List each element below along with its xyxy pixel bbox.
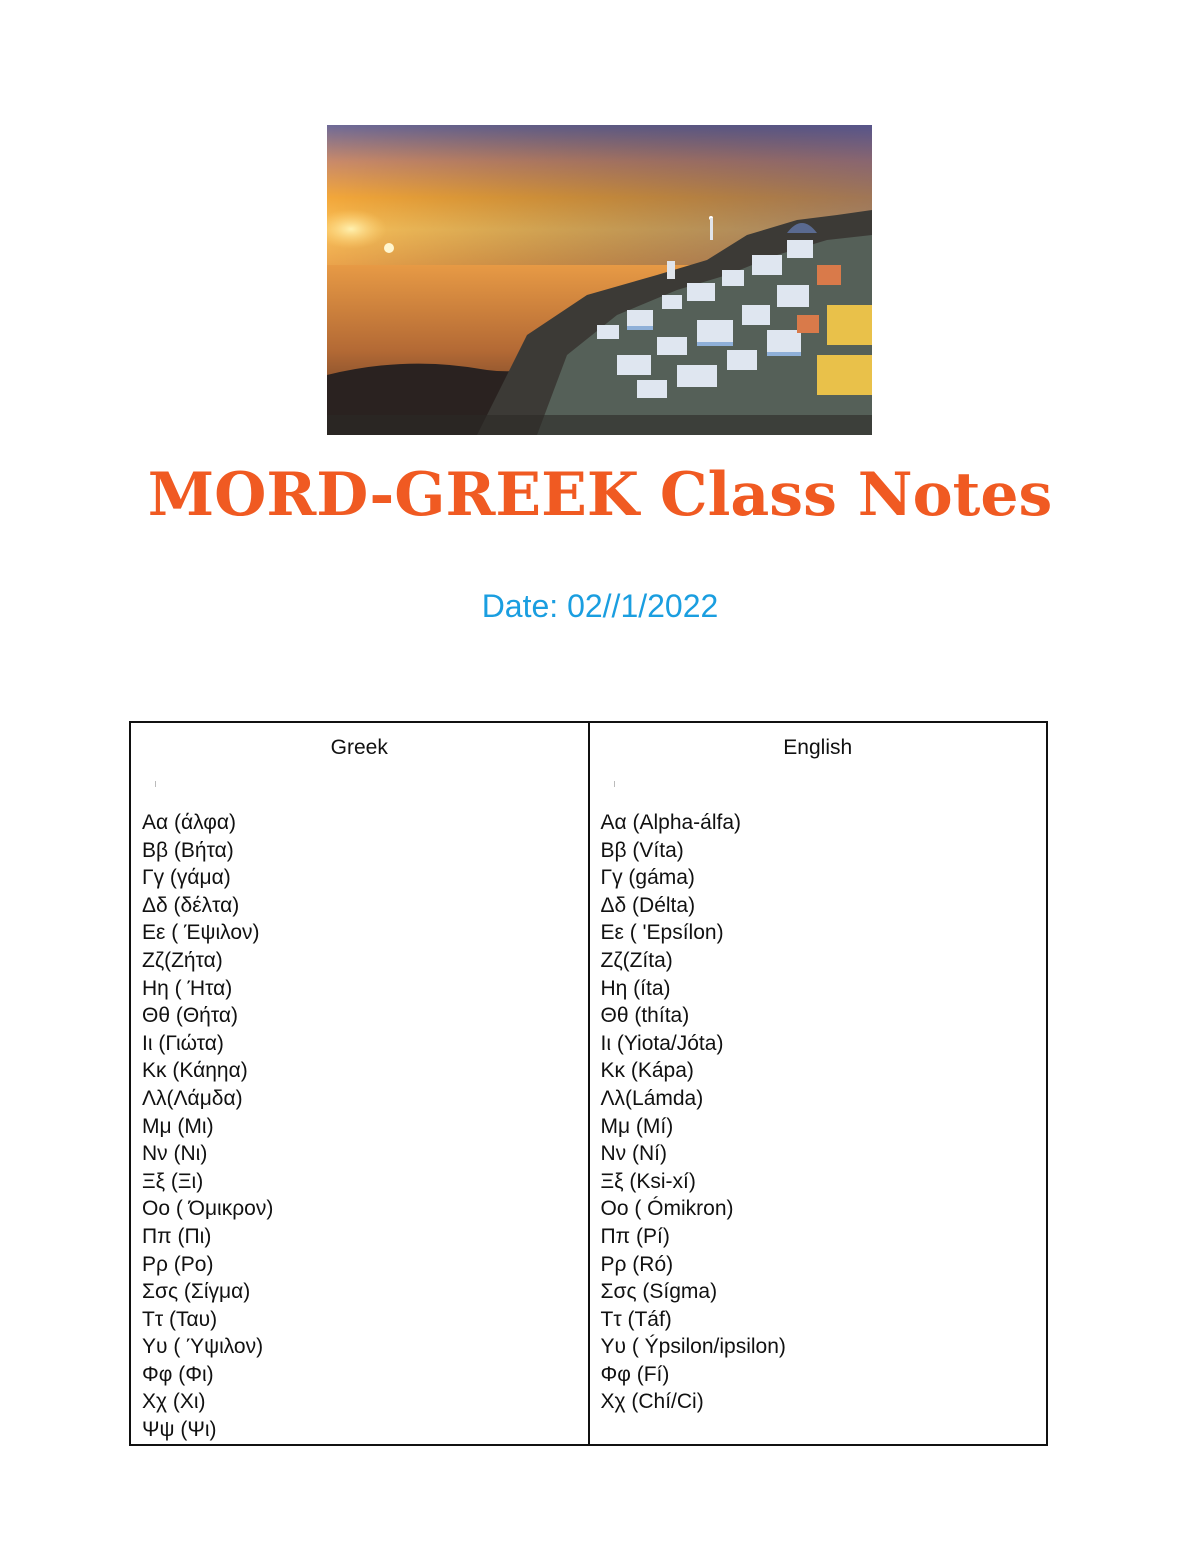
english-letter: Ππ (Pí) — [600, 1224, 670, 1248]
english-letter: Ξξ (Ksi-xí) — [600, 1169, 696, 1193]
english-letter-list — [601, 809, 1047, 1416]
english-letter: Ττ (Táf) — [600, 1307, 672, 1331]
greek-letter: Ζζ(Ζήτα) — [142, 948, 223, 972]
english-letter: Χχ (Chí/Ci) — [600, 1390, 704, 1414]
greek-letter-list — [142, 809, 588, 1444]
english-letter: Κκ (Kápa) — [600, 1059, 694, 1083]
greek-letter: Ττ (Ταυ) — [142, 1307, 218, 1331]
english-letter: Υυ ( Ýpsilon/ipsilon) — [600, 1335, 786, 1359]
greek-letter: Υυ ( Ύψιλον) — [142, 1335, 264, 1359]
greek-letter: Ππ (Πι) — [142, 1224, 212, 1248]
english-letter: Ββ (Víta) — [600, 838, 684, 862]
english-letter: Μμ (Mí) — [600, 1114, 674, 1138]
greek-letter: Εε ( Έψιλον) — [142, 921, 260, 945]
greek-letter: Ρρ (Ρο) — [142, 1252, 214, 1276]
english-letter: Εε ( 'Epsílon) — [600, 921, 724, 945]
greek-letter: Αα (άλφα) — [142, 811, 236, 834]
greek-column — [130, 775, 589, 1445]
english-letter: Γγ (gáma) — [600, 866, 695, 890]
greek-letter: Λλ(Λάμδα) — [142, 1086, 243, 1110]
greek-letter: Γγ (γάμα) — [142, 866, 231, 890]
cursor-mark — [155, 781, 156, 787]
greek-letter: Ψψ (Ψι) — [142, 1418, 217, 1442]
greek-letter: Φφ (Φι) — [142, 1362, 214, 1386]
english-letter: Νν (Ní) — [600, 1142, 667, 1166]
greek-letter: Ββ (Βήτα) — [142, 838, 234, 862]
santorini-sunset-photo — [327, 125, 872, 435]
english-letter: Ζζ(Zíta) — [600, 948, 673, 972]
english-column — [589, 775, 1048, 1445]
greek-letter: Ιι (Γιώτα) — [142, 1031, 224, 1055]
english-letter: Οο ( Ómikron) — [600, 1197, 734, 1221]
alphabet-table — [129, 721, 1048, 1446]
english-letter: Ιι (Yiota/Jóta) — [600, 1031, 724, 1055]
greek-column-header: Greek — [130, 722, 589, 775]
english-letter: Σσς (Sígma) — [600, 1280, 718, 1304]
english-letter: Ηη (íta) — [600, 976, 671, 1000]
greek-letter: Θθ (Θήτα) — [142, 1004, 238, 1028]
greek-letter: Ξξ (Ξι) — [142, 1169, 204, 1193]
greek-letter: Ηη ( Ήτα) — [142, 976, 233, 1000]
class-date: Date: 02//1/2022 — [481, 588, 719, 624]
greek-letter: Χχ (Χι) — [142, 1390, 206, 1414]
english-letter: Αα (Alpha-álfa) — [600, 811, 742, 834]
english-letter: Δδ (Délta) — [600, 893, 696, 917]
greek-letter: Νν (Νι) — [142, 1142, 208, 1166]
greek-letter: Μμ (Μι) — [142, 1114, 214, 1138]
english-column-header: English — [589, 722, 1048, 775]
english-letter: Ρρ (Ró) — [600, 1252, 674, 1276]
english-letter: Θθ (thíta) — [600, 1004, 690, 1028]
english-letter: Φφ (Fí) — [600, 1362, 670, 1386]
cursor-mark — [614, 781, 615, 787]
greek-letter: Σσς (Σίγμα) — [142, 1280, 251, 1304]
greek-letter: Κκ (Κάηηα) — [142, 1059, 248, 1083]
greek-letter: Δδ (δέλτα) — [142, 893, 240, 917]
english-letter: Λλ(Lámda) — [600, 1086, 704, 1110]
page-title: MORD-GREEK Class Notes — [147, 460, 1053, 530]
greek-letter: Οο ( Όμικρον) — [142, 1197, 274, 1221]
